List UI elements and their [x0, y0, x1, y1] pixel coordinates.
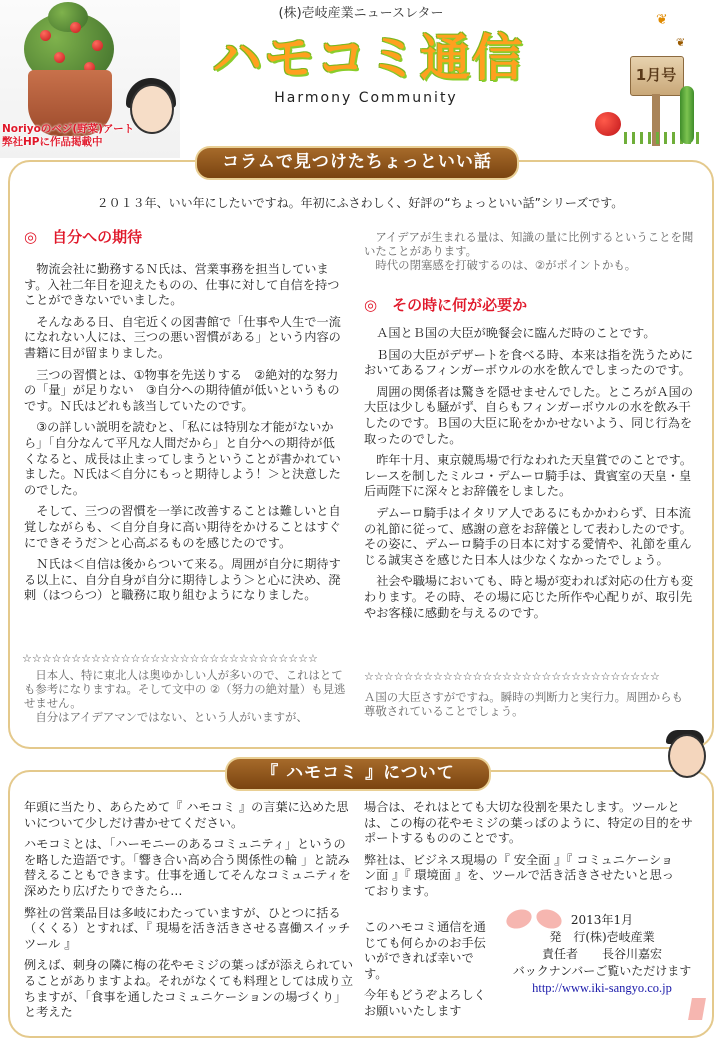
tomato-berry — [70, 22, 81, 33]
paragraph: 社会や職場においても、時と場が変われば対応の仕方も変わります。その時、その場に応じた所作や心配りが、取引先やお客様に感動を与えるのです。 — [364, 574, 694, 620]
right-column — [364, 326, 698, 627]
paragraph: 周囲の関係者は驚きを隠せませんでした。ところがＡ国の大臣は少しも騒がず、自らもフィンガーボウルの水を飲み干したのです。Ｂ国の大臣に恥をかかせないよう、同じ行為を取ったのでした。 — [364, 384, 694, 446]
paragraph: ハモコミとは、「ハーモニーのあるコミュニティ」というのを略した造語です。「響き合い高め合う関係性の輪 」と読み替えることもできます。仕事を通してそんなコミュニティを深めたり広げたりできたら… — [24, 837, 351, 898]
right-continued-note — [364, 230, 698, 272]
editor-portrait-icon — [668, 734, 706, 778]
left-note — [24, 668, 346, 724]
photo-caption-line2: 弊社HPに作品掲載中 — [2, 136, 103, 148]
paragraph: ③の詳しい説明を読むと、「私には特別な才能がないから」「自分なんて平凡な人間だから」と自分への期待が低くなると、成長は止まってしまうということが書かれていました。Ｎ氏は＜自分にもっと期待しよう！＞と決意したのでした。 — [24, 420, 341, 497]
header — [0, 0, 720, 160]
photo-caption — [2, 123, 178, 149]
paragraph: デムーロ騎手はイタリア人であるにもかかわらず、日本流の礼節に従って、感謝の意をお辞儀として表わしたのです。その姿に、デムーロ騎手の日本に対する愛情や、礼節を重んじる誠実さを感じた日本人は少なくなかったでしょう。 — [364, 505, 692, 567]
about-left-column — [24, 800, 354, 1027]
photo-caption-line1: Noriyoのベジ(野菜)アート — [2, 123, 135, 135]
note-line: 日本人、特に東北人は奥ゆかしい人が多いので、これはとても参考になりますね。そして文中の ②（努力の絶対量）も見逃せません。 — [24, 668, 346, 710]
butterfly-icon: ❦ — [676, 36, 686, 49]
newsletter-subtitle: Harmony Community — [274, 90, 458, 106]
paragraph: Ａ国とＢ国の大臣が晩餐会に臨んだ時のことです。 — [376, 326, 656, 340]
note-line: 自分はアイデアマンではない、という人がいますが、 — [35, 710, 308, 724]
paragraph: 弊社は、ビジネス現場の『 安全面 』『 コミュニケーション面 』『 環境面 』を、ツールで活き活きさせたいと思っております。 — [364, 852, 674, 898]
tomato-berry — [40, 30, 51, 41]
about-banner: 『 ハモコミ 』について — [225, 757, 491, 791]
paragraph: 弊社の営業品目は多岐にわたっていますが、ひとつに括る（くくる）とすれば、『 現場を活き活きさせる喜働スイッチツール 』 — [24, 905, 351, 951]
column-banner: コラムで見つけたちょっといい話 — [195, 146, 519, 180]
butterfly-icon: ❦ — [656, 12, 668, 28]
paragraph: Ｎ氏は＜自信は後からついて来る。周囲が自分に期待する以上に、自分自身が自分に期待しよう＞と心に決め、溌剌（はつらつ）と職務に取り組むようになりました。 — [24, 557, 341, 603]
company-subtitle: (株)壱岐産業ニュースレター — [278, 6, 444, 21]
note-line: 時代の閉塞感を打破するのは、②がポイントかも。 — [375, 258, 637, 272]
left-heading: ◎ 自分への期待 — [24, 228, 143, 246]
credit-block — [500, 912, 704, 997]
month-sign-label: 1月号 — [635, 66, 677, 84]
paragraph: 例えば、刺身の隣に梅の花やモミジの葉っぱが添えられていることがありますよね。それがなくても料理としては成り立ちますが、「食事を通したコミュニケーションの場づくり」と考えた — [24, 958, 354, 1020]
cucumber-icon — [680, 86, 694, 144]
credit-publisher: 発 行(株)壱岐産業 — [549, 930, 655, 944]
paragraph: 今年もどうぞよろしくお願いいたします — [364, 988, 486, 1018]
column-intro: ２０１３年、いい年にしたいですね。年初にふさわしく、好評の“ちょっといい話”シリーズです。 — [96, 196, 624, 210]
vegetable-top — [48, 2, 88, 32]
paragraph: そんなある日、自宅近くの図書館で「仕事や人生で一流になれない人には、三つの悪い習慣がある」という内容の書籍に目が留まりました。 — [24, 314, 341, 360]
paragraph: Ｂ国の大臣がデザートを食べる時、本来は指を洗うためにおいてあるフィンガーボウルの水を飲んでしまったのです。 — [364, 347, 694, 378]
credit-date: 2013年1月 — [570, 913, 634, 927]
website-link[interactable]: http://www.iki-sangyo.co.jp — [532, 981, 672, 995]
star-divider: ☆☆☆☆☆☆☆☆☆☆☆☆☆☆☆☆☆☆☆☆☆☆☆☆☆☆☆☆☆☆ — [364, 670, 660, 683]
right-heading: ◎ その時に何が必要か — [364, 296, 528, 314]
paragraph: 場合は、それはとても大切な役割を果たします。ツールとは、この梅の花やモミジの葉っぱのように、特定の目的をサポートするもののことです。 — [364, 800, 694, 846]
credit-backnumber: バックナンバーご覧いただけます — [512, 964, 692, 978]
credit-editor: 責任者 長谷川嘉宏 — [541, 947, 662, 961]
tomato-icon — [595, 112, 621, 136]
newsletter-title: ハモコミ通信 — [212, 29, 524, 87]
about-right-column — [364, 800, 700, 906]
tomato-berry — [54, 52, 65, 63]
paragraph: 年頭に当たり、あらためて『 ハモコミ 』の言葉に込めた思いについて少しだけ書かせてください。 — [24, 800, 349, 830]
right-note: Ａ国の大臣さすがですね。瞬時の判断力と実行力。周囲からも尊敬されていることでしょう。 — [364, 690, 683, 718]
left-column — [24, 262, 346, 610]
tomato-berry — [92, 40, 103, 51]
paragraph: 昨年十月、東京競馬場で行なわれた天皇賞でのことです。レースを制したミルコ・デムーロ騎手は、貴賓室の天皇・皇后両陛下に深々とお辞儀をしました。 — [364, 453, 693, 499]
paragraph: 物流会社に勤務するＮ氏は、営業事務を担当しています。入社二年目を迎えたものの、仕事に対して自信を持つことができないでいました。 — [24, 262, 340, 308]
star-divider: ☆☆☆☆☆☆☆☆☆☆☆☆☆☆☆☆☆☆☆☆☆☆☆☆☆☆☆☆☆☆ — [22, 652, 318, 665]
paragraph: 三つの習慣とは、①物事を先送りする ②絶対的な努力の「量」が足りない ③自分への期待値が低いというものです。Ｎ氏はどれも該当していたのです。 — [24, 367, 340, 413]
about-right-closing — [364, 920, 494, 1026]
note-line: アイデアが生まれる量は、知識の量に比例するということを聞いたことがあります。 — [364, 230, 694, 258]
paragraph: そして、三つの習慣を一挙に改善することは難しいと自覚しながらも、＜自分自身に高い期待をかけることはすぐにできそうだ＞と心高ぶるものを感じたのです。 — [24, 504, 341, 550]
paragraph: このハモコミ通信を通じても何らかのお手伝いができれば幸いです。 — [364, 920, 486, 981]
